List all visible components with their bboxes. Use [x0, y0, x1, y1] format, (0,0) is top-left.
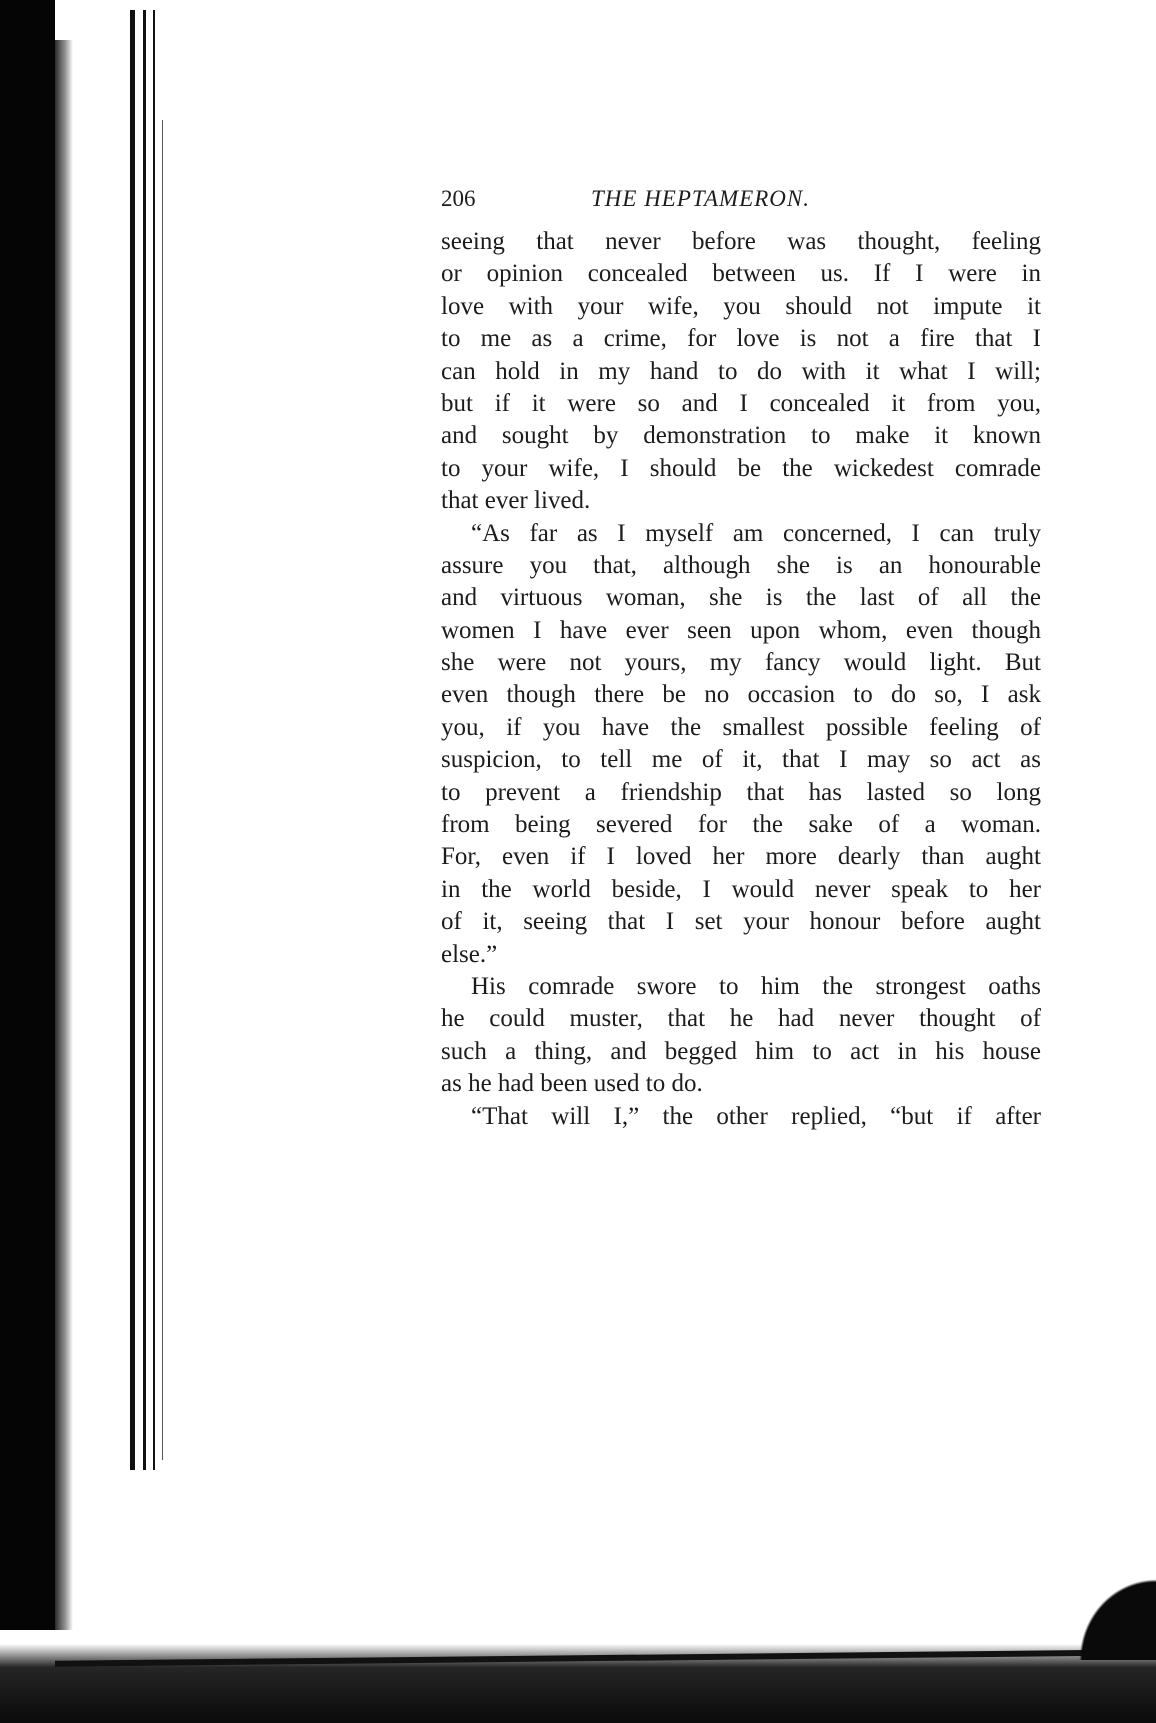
text-line: of it, seeing that I set your honour before aught [441, 908, 1041, 936]
text-line: but if it were so and I concealed it from you, [441, 389, 1041, 417]
text-line: His comrade swore to him the strongest oaths [471, 972, 1041, 1000]
scan-spine-line [130, 10, 135, 1470]
text-line: or opinion concealed between us. If I were in [441, 260, 1041, 288]
text-line: as he had been used to do. [441, 1070, 703, 1098]
page-number: 206 [441, 186, 476, 211]
text-line: seeing that never before was thought, feeling [441, 228, 1041, 255]
text-line: For, even if I loved her more dearly than aught [441, 843, 1041, 871]
text-line: else.” [441, 940, 498, 968]
text-line: suspicion, to tell me of it, that I may so act as [441, 746, 1041, 774]
running-title: THE HEPTAMERON. [591, 186, 811, 211]
paragraph [441, 1101, 1041, 1133]
scan-spine-line [162, 120, 163, 1460]
text-line: “As far as I myself am concerned, I can truly [471, 519, 1041, 547]
scan-corner-curl [1061, 1560, 1156, 1660]
text-line: even though there be no occasion to do so, I ask [441, 681, 1041, 709]
text-line: to prevent a friendship that has lasted so long [441, 778, 1041, 806]
text-line: to your wife, I should be the wickedest comrade [441, 454, 1041, 482]
paragraph [441, 226, 1041, 518]
book-page [441, 186, 1041, 1133]
text-line: to me as a crime, for love is not a fire that I [441, 325, 1041, 353]
text-line: love with your wife, you should not impute it [441, 292, 1041, 320]
text-line: she were not yours, my fancy would light. But [441, 649, 1041, 677]
text-line: “That will I,” the other replied, “but if after [471, 1102, 1041, 1130]
text-line: and virtuous woman, she is the last of all the [441, 584, 1041, 612]
text-line: he could muster, that he had never thought of [441, 1005, 1041, 1033]
text-line: can hold in my hand to do with it what I will; [441, 357, 1041, 385]
text-line: in the world beside, I would never speak to her [441, 875, 1041, 903]
scan-spine-line [153, 10, 155, 1470]
text-line: that ever lived. [441, 487, 591, 515]
scan-spine-line [143, 10, 146, 1470]
scan-binding-gradient [55, 40, 73, 1640]
scan-binding-shadow [0, 0, 55, 1660]
paragraph [441, 518, 1041, 971]
text-line: such a thing, and begged him to act in his house [441, 1037, 1041, 1065]
text-line: and sought by demonstration to make it known [441, 422, 1041, 450]
body-text [441, 226, 1041, 1133]
scan-bottom-shadow [0, 1630, 1156, 1723]
text-line: from being severed for the sake of a woman. [441, 811, 1041, 839]
text-line: assure you that, although she is an honourable [441, 551, 1041, 579]
text-line: you, if you have the smallest possible feeling of [441, 713, 1041, 741]
running-head [441, 186, 1041, 220]
paragraph [441, 971, 1041, 1101]
text-line: women I have ever seen upon whom, even though [441, 616, 1041, 644]
